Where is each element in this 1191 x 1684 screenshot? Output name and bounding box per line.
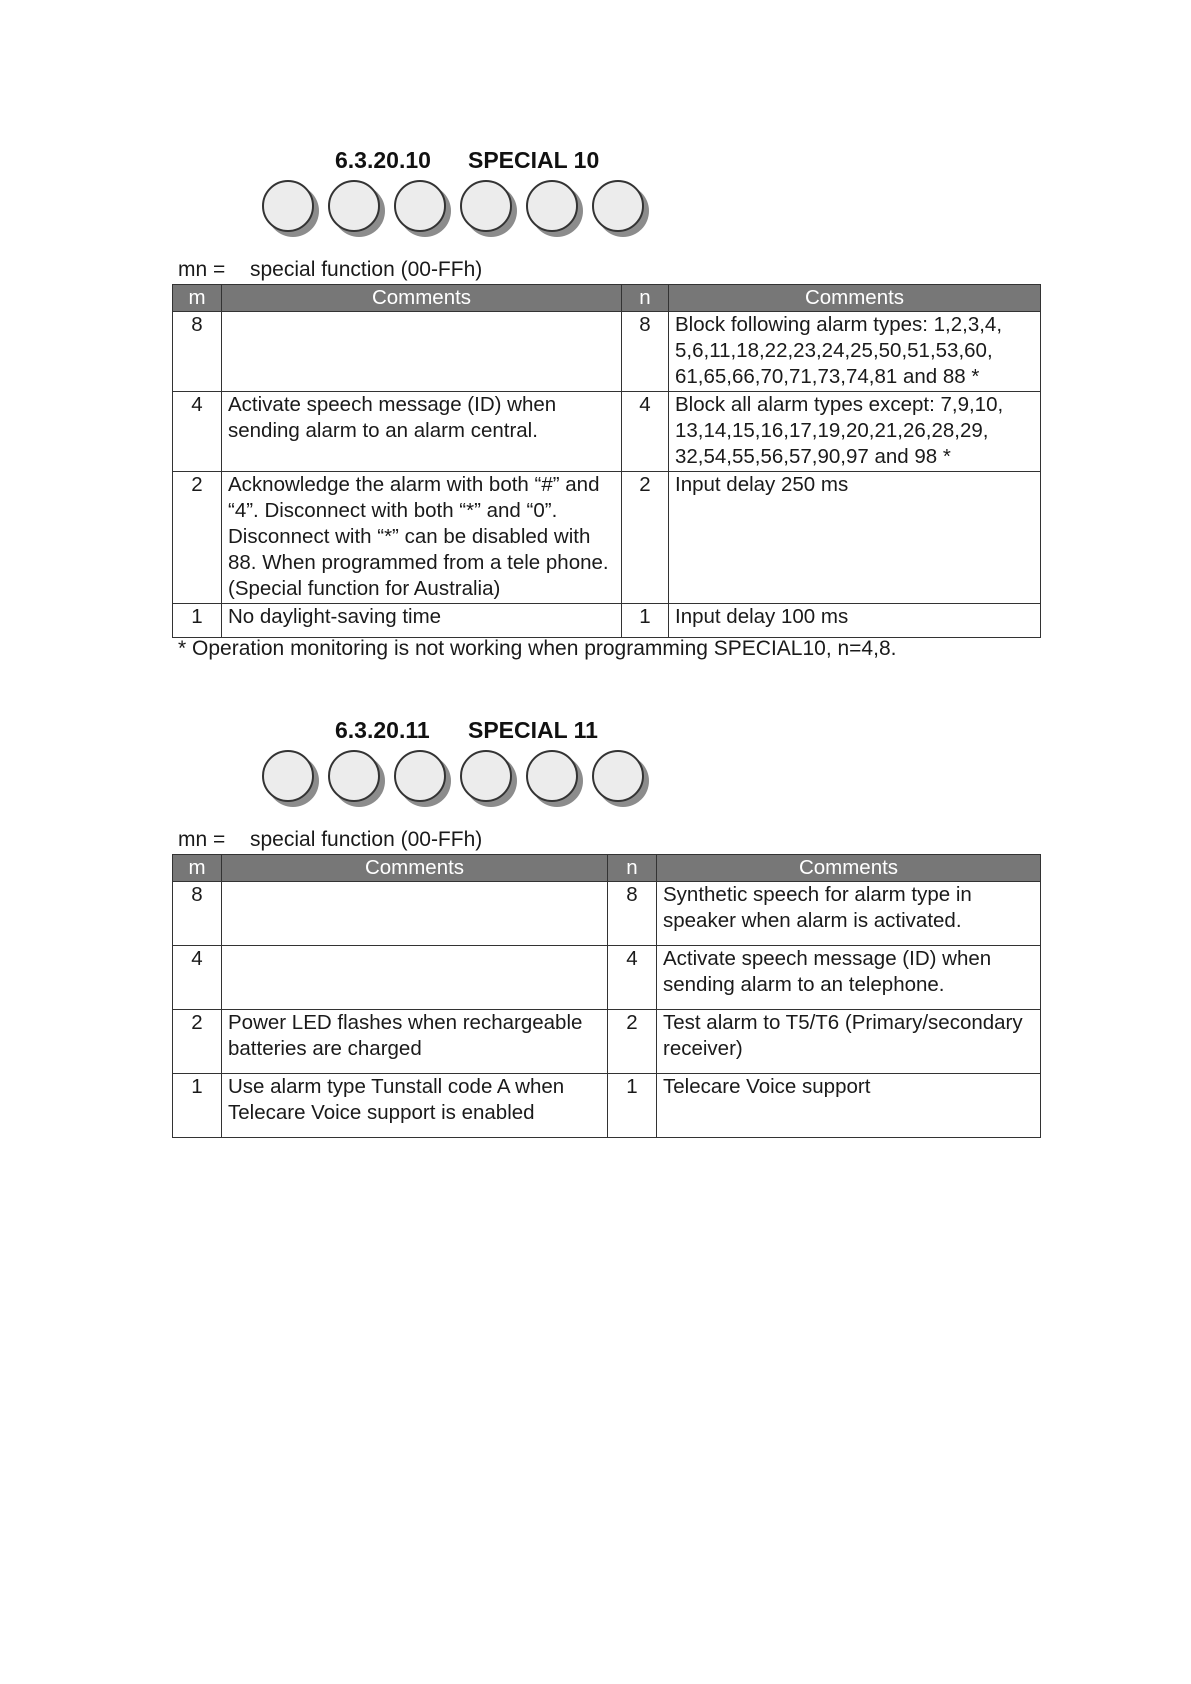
m-comment (222, 946, 608, 1010)
mn-description: special function (00-FFh) (250, 828, 483, 851)
table-row (173, 1010, 1041, 1074)
m-bit: 2 (173, 1010, 222, 1074)
header-n: n (622, 285, 669, 312)
m-bit: 1 (173, 1074, 222, 1138)
digit-circle (526, 180, 578, 232)
n-bit: 4 (622, 392, 669, 472)
header-m: m (173, 855, 222, 882)
digit-circle (460, 750, 512, 802)
m-comment: No daylight-saving time (222, 604, 622, 638)
mn-definition (178, 258, 482, 282)
m-bit: 8 (173, 882, 222, 946)
special-10-table (172, 284, 1041, 638)
digit-circle (394, 750, 446, 802)
n-comment: Block following alarm types: 1,2,3,4, 5,6,11,18,22,23,24,25,50,51,53,60, 61,65,66,70,71,73,74,81 and 88 * (669, 312, 1041, 392)
table-header-row (173, 855, 1041, 882)
n-comment: Activate speech message (ID) when sending alarm to an telephone. (657, 946, 1041, 1010)
m-comment: Power LED flashes when rechargeable batteries are charged (222, 1010, 608, 1074)
m-bit: 4 (173, 392, 222, 472)
digit-circle (262, 180, 314, 232)
n-comment: Input delay 250 ms (669, 472, 1041, 604)
digit-circle (328, 180, 380, 232)
code-digit-circles (262, 750, 662, 810)
section-title: SPECIAL 11 (468, 717, 598, 743)
digit-circle (262, 750, 314, 802)
table-row (173, 604, 1041, 638)
footnote: * Operation monitoring is not working when programming SPECIAL10, n=4,8. (178, 637, 897, 660)
digit-circle (394, 180, 446, 232)
n-bit: 8 (622, 312, 669, 392)
table-header-row (173, 285, 1041, 312)
m-comment: Acknowledge the alarm with both “#” and “4”. Disconnect with both “*” and “0”. Disconnect with “*” can be disabled with 88. When programmed from a tele phone. (Special function for Australia) (222, 472, 622, 604)
digit-circle (460, 180, 512, 232)
mn-label: mn = (178, 828, 226, 851)
n-comment: Block all alarm types except: 7,9,10, 13,14,15,16,17,19,20,21,26,28,29, 32,54,55,56,57,90,97 and 98 * (669, 392, 1041, 472)
section-number: 6.3.20.11 (335, 717, 430, 743)
table-row (173, 882, 1041, 946)
n-bit: 2 (622, 472, 669, 604)
header-n: n (608, 855, 657, 882)
table-row (173, 392, 1041, 472)
m-comment (222, 312, 622, 392)
n-comment: Telecare Voice support (657, 1074, 1041, 1138)
m-bit: 1 (173, 604, 222, 638)
n-bit: 4 (608, 946, 657, 1010)
mn-label: mn = (178, 258, 226, 281)
mn-description: special function (00-FFh) (250, 258, 483, 281)
header-m-comments: Comments (222, 855, 608, 882)
m-comment (222, 882, 608, 946)
n-comment: Test alarm to T5/T6 (Primary/secondary receiver) (657, 1010, 1041, 1074)
header-m-comments: Comments (222, 285, 622, 312)
table-row (173, 946, 1041, 1010)
n-comment: Synthetic speech for alarm type in speaker when alarm is activated. (657, 882, 1041, 946)
m-comment: Activate speech message (ID) when sending alarm to an alarm central. (222, 392, 622, 472)
mn-definition (178, 828, 482, 852)
section-title: SPECIAL 10 (468, 147, 600, 173)
table-row (173, 312, 1041, 392)
table-row (173, 1074, 1041, 1138)
n-bit: 1 (622, 604, 669, 638)
m-bit: 8 (173, 312, 222, 392)
n-bit: 1 (608, 1074, 657, 1138)
digit-circle (328, 750, 380, 802)
code-digit-circles (262, 180, 662, 240)
header-n-comments: Comments (657, 855, 1041, 882)
digit-circle (526, 750, 578, 802)
header-n-comments: Comments (669, 285, 1041, 312)
section-number: 6.3.20.10 (335, 147, 431, 173)
n-bit: 8 (608, 882, 657, 946)
m-comment: Use alarm type Tunstall code A when Telecare Voice support is enabled (222, 1074, 608, 1138)
digit-circle (592, 180, 644, 232)
table-row (173, 472, 1041, 604)
m-bit: 2 (173, 472, 222, 604)
digit-circle (592, 750, 644, 802)
m-bit: 4 (173, 946, 222, 1010)
n-bit: 2 (608, 1010, 657, 1074)
special-11-table (172, 854, 1041, 1138)
header-m: m (173, 285, 222, 312)
n-comment: Input delay 100 ms (669, 604, 1041, 638)
